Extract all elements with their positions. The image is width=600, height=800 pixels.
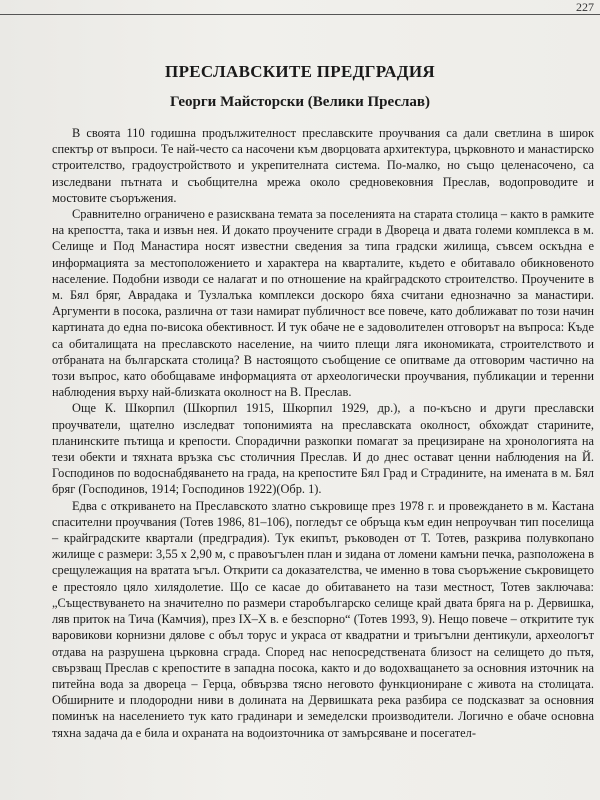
article-author: Георги Майсторски (Велики Преслав) bbox=[169, 94, 431, 110]
paragraph: Още К. Шкорпил (Шкорпил 1915, Шкорпил 1929, др.), а по-късно и други преславски проучватели, щателно изследват топонимията на преславската околност, обхождат старините, планинските пътища и крепости. Спорадични разкопки помагат за прецизиране на хронологията на тези обекти и тяхната връзка със столичния Преслав. И до днес остават ценни наблюдения на Й. Господинов по водоснабдяването на града, на крепостите Бял Град и Страдините, на имената в м. Бял бряг (Господинов, 1914; Господинов 1922)(Обр. 1). bbox=[52, 401, 594, 497]
article-title: ПРЕСЛАВСКИТЕ ПРЕДГРАДИЯ bbox=[165, 62, 435, 81]
paragraph: Едва с откриването на Преславското златно съкровище през 1978 г. и провеждането в м. Кастана спасителни проучвания (Тотев 1986, 81–106), погледът се обръща към един непроучван тип поселища – крайградските квартали (предградия). Тук екипът, ръководен от Т. Тотев, разкрива полувкопано жилище с размери: 3,55 х 2,90 м, с правоъгълен план и зидана от ломени камъни печка, разположена в срещулежащия на вратата ъгъл. Открити са доказателства, че именно в това съоръжение съкровището е престояло цяло хилядолетие. Що се касае до обитаването на тази местност, Тотев заключава: „Съществуването на значително по размери старобългарско селище край двата бряга на р. Дервишка, ляв приток на Тича (Камчия), през IX–X в. е безспорно“ (Тотев 1993, 9). Нещо повече – откритите тук варовикови корнизни дялове с объл торус и украса от квадратни и триъгълни дентикули, археологът отдава на разрушена църковна сграда. Според нас непосредствената близост на селището до пътя, свързващ Преслав с крепостите в западна посока, както и до водохващането за основния източник на питейна вода за двореца – Герца, обвързва тясно неговото функциониране с живота на столицата. Обширните и плодородни ниви в долината на Дервишката река разбира се подсказват за основния поминък на населението тук като градинари и земеделски производители. Логично е обаче основна тяхна задача да е била и охраната на водоизточника от замърсяване и посегател- bbox=[52, 498, 594, 740]
article-body bbox=[52, 125, 594, 741]
paragraph: Сравнително ограничено е разисквана темата за поселенията на старата столица – както в рамките на крепостта, така и извън нея. И докато проучените сгради в Двореца и двата големи комплекса в м. Селище и Под Манастира носят известни сведения за типа градски жилища, съвсем оскъдна е информацията за местоположението и характера на кварталите, където е обитавало обикновеното население. Подобни изводи се налагат и по отношение на крайградското строителство. Проучените в м. Бял бряг, Аврадака и Тузлалъка комплекси доскоро бяха считани еднозначно за манастири. Аргументи в посока, различна от тази намират публичност все повече, като доближават по този начин картината до една по-висока обективност. И тук обаче не е задоволителен отговорът на въпроса: Къде са обиталищата на преславското население, на чиито плещи лягa икономиката, строителството и отбраната на българската столица? В настоящото съобщение се опитваме да отговорим частично на този въпрос, като обобщаваме информацията от археологически проучвания, публикации и теренни наблюдения върху най-близката околност на В. Преслав. bbox=[52, 207, 594, 400]
page-number: 227 bbox=[576, 0, 594, 14]
paragraph: В своята 110 годишна продължителност преславските проучвания са дали светлина в широк спектър от въпроси. Те най-често са насочени към дворцовата архитектура, църковното и манастирско строителство, градоустройството и укрепителната система. По-малко, но също целенасочено, са изследвани пътната и съобщителна мрежа около средновековния Преслав, водопроводите и мостовите съоръжения. bbox=[52, 126, 594, 205]
header-rule bbox=[0, 14, 600, 15]
